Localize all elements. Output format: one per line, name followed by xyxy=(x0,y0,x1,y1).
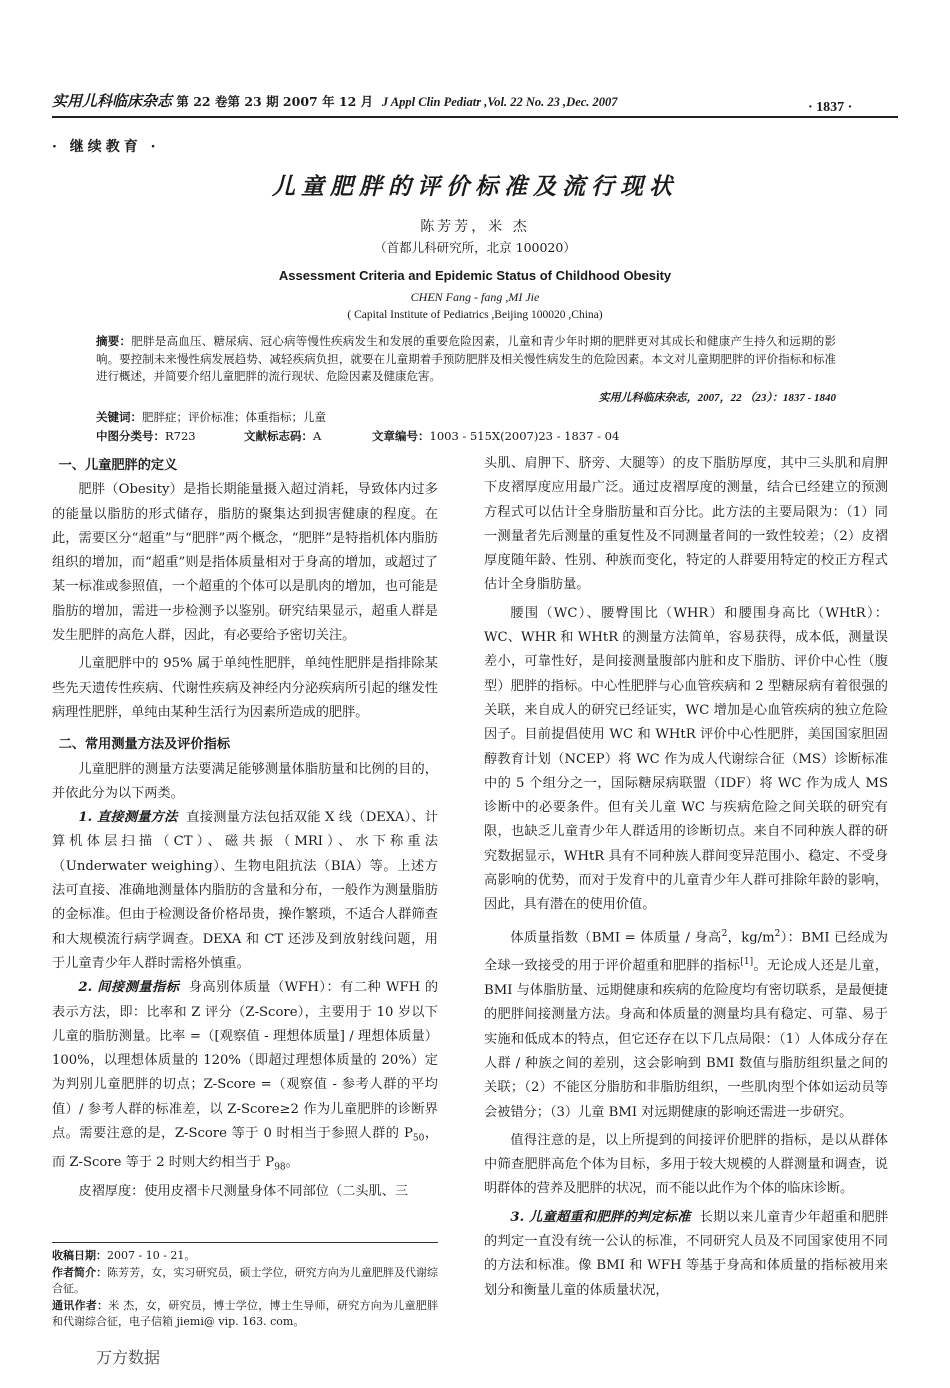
right-column xyxy=(484,452,888,1303)
section-heading-2: 二、常用测量方法及评价指标 xyxy=(58,737,231,753)
abstract xyxy=(96,333,836,386)
authors-en: CHEN Fang - fang ,MI Jie xyxy=(410,290,540,304)
journal-issue-cn: 第 22 卷第 23 期 2007 年 12 月 xyxy=(176,94,374,109)
paragraph: 儿童肥胖的测量方法要满足能够测量体脂肪量和比例的目的，并依此分为以下两类。 xyxy=(52,761,438,801)
reference-marker: [1] xyxy=(740,957,754,968)
doc-code-value: A xyxy=(313,429,322,443)
abstract-label: 摘要： xyxy=(96,334,132,348)
footnote-rule xyxy=(52,1242,438,1243)
affiliation-en: ( Capital Institute of Pediatrics ,Beijing 100020 ,China) xyxy=(347,309,603,321)
paragraph: 值得注意的是，以上所提到的间接评价肥胖的指标，是以从群体中筛查肥胖高危个体为目标，多用于较大规模的人群测量和调查，说明群体的营养及肥胖的状况，而不能以此作为个体的临床诊断。 xyxy=(484,1132,888,1197)
received-date: 2007 - 10 - 21。 xyxy=(107,1249,196,1262)
subheading: 3. 儿童超重和肥胖的判定标准 xyxy=(510,1209,691,1225)
subscript: 98 xyxy=(274,1162,286,1173)
paragraph-text: ）：BMI 已经成为全球一致接受的用于评价超重和肥胖的指标 xyxy=(484,930,888,974)
paragraph-text: 。 xyxy=(285,1154,299,1170)
authors-cn: 陈芳芳，米 杰 xyxy=(420,219,530,235)
left-column xyxy=(52,454,438,1204)
paragraph-text: ，kg/m xyxy=(727,930,775,946)
paragraph xyxy=(52,976,438,1180)
paragraph-text: 长期以来儿童青少年超重和肥胖的判定一直没有统一公认的标准，不同研究人员及不同国家使用不同的方法和标准。像 BMI 和 WFH 等基于身高和体质量的指标被用来划分和衡量儿童的体质量状况， xyxy=(484,1209,889,1298)
paragraph-text: 身高别体质量（WFH）：有二种 WFH 的表示方法，即：比率和 Z 评分（Z-Score），主要用于 10 岁以下儿童的脂肪测量。比率 =（[观察值 - 理想体质量] / 理想体质量）100%，以理想体质量的 120%（即超过理想体质量的 20%）定为判别儿童肥胖的切点；Z-Score =（观察值 - 参考人群的平均值）/ 参考人群的标准差，以 Z-Score≥2 作为儿童肥胖的诊断界点。需要注意的是，Z-Score 等于 0 时相当于参照人群的 P xyxy=(52,980,439,1142)
corresponding-author: 米 杰，女，研究员，博士学位，博士生导师，研究方向为儿童肥胖和代谢综合征，电子信箱 jiemi@ vip. 163. com。 xyxy=(52,1298,438,1328)
author-bio-label: 作者简介： xyxy=(52,1265,108,1279)
subheading: 1. 直接测量方法 xyxy=(78,810,178,826)
watermark: 万方数据 xyxy=(96,1348,161,1367)
page-number: · 1837 · xyxy=(808,100,853,115)
clc-label: 中图分类号： xyxy=(96,429,165,443)
paragraph-text: 体质量指数（BMI = 体质量 / 身高 xyxy=(510,930,722,946)
abstract-text: 肥胖是高血压、糖尿病、冠心病等慢性疾病发生和发展的重要危险因素，儿童和青少年时期的肥胖更对其成长和健康产生持久和远期的影响。要控制未来慢性病发展趋势、减轻疾病负担，就要在儿童期着手预防肥胖及相关慢性病发生的危险因素。本文对儿童期肥胖的评价指标和标准进行概述，并简要介绍儿童肥胖的流行现状、危险因素及健康危害。 xyxy=(96,334,836,383)
paragraph xyxy=(484,922,888,1125)
column-tag: · 继续教育 · xyxy=(52,139,160,155)
section-heading-1: 一、儿童肥胖的定义 xyxy=(58,458,178,473)
clc-value: R723 xyxy=(165,429,196,443)
doc-code-label: 文献标志码： xyxy=(244,429,313,443)
paragraph-text: ，而 Z-Score 等于 2 时则大约相当于 P xyxy=(52,1126,439,1170)
article-no-label: 文章编号： xyxy=(372,429,430,443)
author-bio: 陈芳芳，女，实习研究员，硕士学位，研究方向为儿童肥胖及代谢综合征。 xyxy=(52,1265,439,1295)
header-rule xyxy=(52,116,898,118)
article-no-value: 1003 - 515X(2007)23 - 1837 - 04 xyxy=(429,429,620,443)
paragraph xyxy=(484,1206,888,1303)
subheading: 2. 间接测量指标 xyxy=(78,980,180,996)
paragraph-text: 。无论成人还是儿童，BMI 与体脂肪量、远期健康和疾病的危险度均有密切联系，是最便捷的肥胖间接测量方法。身高和体质量的测量均具有稳定、可靠、易于实施和低成本的特点，但它还存在以下几点局限：（1）人体成分存在人群 / 种族之间的差别，这会影响到 BMI 数值与脂肪组织量之间的关联；（2）不能区分脂肪和非脂肪组织，一些肌肉型个体如运动员等会被错分；（3）儿童 BMI 对远期健康的影响还需进一步研究。 xyxy=(484,958,889,1120)
journal-name-cn: 实用儿科临床杂志 xyxy=(52,92,173,110)
corresponding-label: 通讯作者： xyxy=(52,1298,109,1312)
received-label: 收稿日期： xyxy=(52,1249,107,1262)
keywords xyxy=(96,409,326,425)
paragraph: 皮褶厚度：使用皮褶卡尺测量身体不同部位（二头肌、三 xyxy=(78,1183,409,1199)
paragraph xyxy=(52,806,438,976)
superscript: 2 xyxy=(774,928,781,939)
citation: 实用儿科临床杂志，2007，22 （23）：1837 - 1840 xyxy=(598,392,836,404)
paragraph: 头肌、肩胛下、脐旁、大腿等）的皮下脂肪厚度，其中三头肌和肩胛下皮褶厚度应用最广泛。通过皮褶厚度的测量，结合已经建立的预测方程式可以估计全身脂肪量和百分比。此方法的主要局限为：（1）同一测量者先后测量的重复性及不同测量者间的一致性较差；（2）皮褶厚度随年龄、性别、种族而变化，特定的人群要用特定的校正方程式估计全身脂肪量。 xyxy=(484,456,888,593)
article-title-cn: 儿童肥胖的评价标准及流行现状 xyxy=(272,173,678,200)
classification-line xyxy=(96,428,619,444)
keywords-text: 肥胖症；评价标准；体重指标；儿童 xyxy=(142,410,326,424)
paragraph: 儿童肥胖中的 95% 属于单纯性肥胖，单纯性肥胖是指排除某些先天遗传性疾病、代谢性疾病及神经内分泌疾病所引起的继发性病理性肥胖，单纯由某种生活行为因素所造成的肥胖。 xyxy=(52,656,438,720)
paragraph: 肥胖（Obesity）是指长期能量摄入超过消耗，导致体内过多的能量以脂肪的形式储存，脂肪的聚集达到损害健康的程度。在此，需要区分“超重”与“肥胖”两个概念，“肥胖”是特指机体内脂肪组织的增加，而“超重”则是指体质量相对于身高的增加，或超过了某一标准或参照值，一个超重的个体可以是肌肉的增加，也可能是脂肪的增加，需进一步检测予以鉴别。研究结果显示，超重人群是发生肥胖的高危人群，因此，有必要给予密切关注。 xyxy=(52,482,438,644)
subscript: 50 xyxy=(412,1133,425,1144)
affiliation-cn: （首都儿科研究所，北京 100020） xyxy=(374,240,576,255)
paragraph-text: 直接测量方法包括双能 X 线（DEXA）、计算机体层扫描（CT）、磁共振（MRI）、水下称重法（Underwater weighing）、生物电阻抗法（BIA）等。上述方法可直接、准确地测量体内脂肪的含量和分布，一般作为测量脂肪的金标准。但由于检测设备价格昂贵，操作繁琐，不适合人群筛查和大规模流行病学调查。DEXA 和 CT 还涉及到放射线问题，用于儿童青少年人群时需格外慎重。 xyxy=(52,810,439,971)
article-title-en: Assessment Criteria and Epidemic Status of Childhood Obesity xyxy=(278,268,672,283)
footnote xyxy=(52,1248,438,1331)
journal-name-en: J Appl Clin Pediatr ,Vol. 22 No. 23 ,Dec. 2007 xyxy=(381,95,618,109)
paragraph: 腰围（WC）、腰臀围比（WHR）和腰围身高比（WHtR）：WC、WHR 和 WHtR 的测量方法简单，容易获得，成本低，测量误差小，可靠性好，是间接测量腹部内脏和皮下脂肪、评价中心性（腹型）肥胖的指标。中心性肥胖与心血管疾病和 2 型糖尿病有着很强的关联，来自成人的研究已经证实，WC 增加是心血管疾病的独立危险因子。目前提倡使用 WC 和 WHtR 评价中心性肥胖，美国国家胆固醇教育计划（NCEP）将 WC 作为成人代谢综合征（MS）诊断标准中的 5 个组分之一，国际糖尿病联盟（IDF）将 WC 作为成人 MS 诊断中的必要条件。但有关儿童 WC 与疾病危险之间关联的研究有限，也缺乏儿童青少年人群适用的诊断切点。来自不同种族人群的研究数据显示，WHtR 具有不同种族人群间变异范围小、稳定、不受身高影响的优势，而对于发育中的儿童青少年人群可排除年龄的影响，因此，具有潜在的使用价值。 xyxy=(484,605,888,913)
journal-header xyxy=(52,90,618,111)
superscript: 2 xyxy=(721,928,728,939)
keywords-label: 关键词： xyxy=(96,410,142,424)
